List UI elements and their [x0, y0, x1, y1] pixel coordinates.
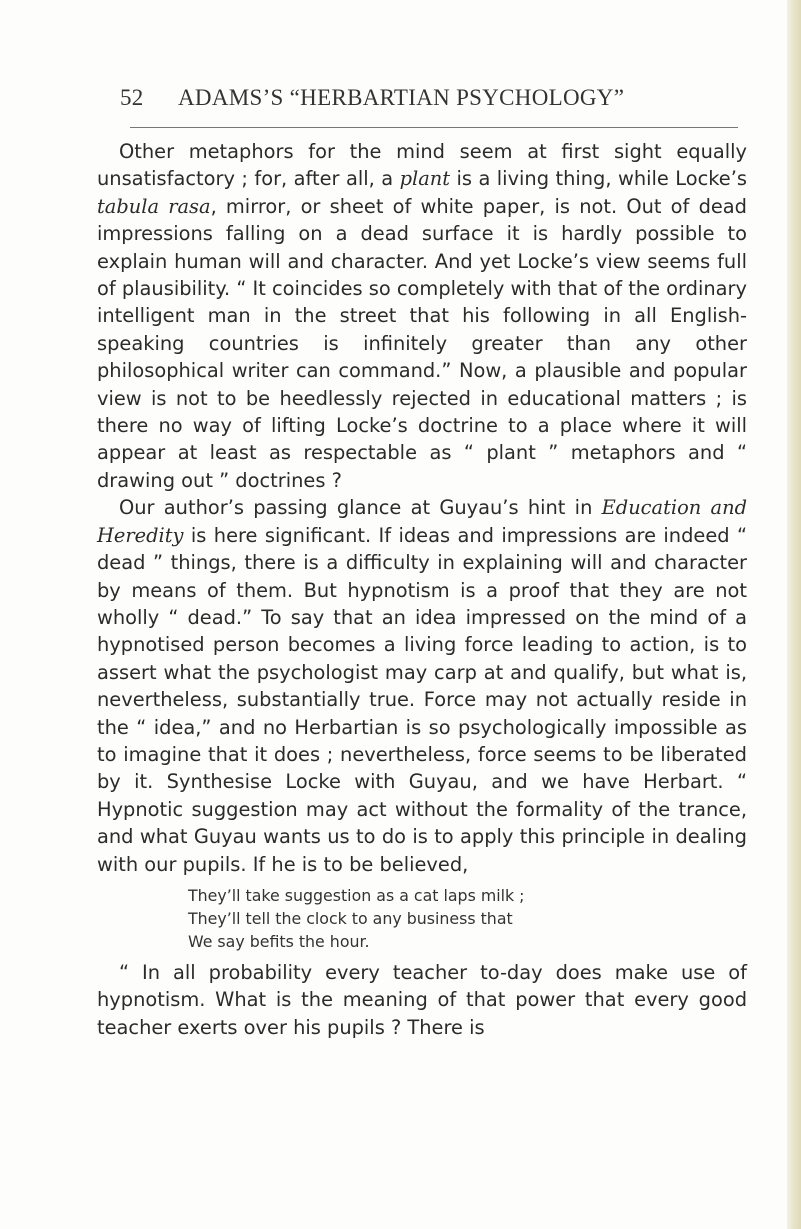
italic-plant: plant [399, 167, 451, 191]
paragraph-2 [97, 494, 747, 878]
paragraph-1-text-b: is a living thing, while Locke’s [450, 167, 747, 191]
running-title: ADAMS’S “HERBARTIAN PSYCHOLOGY” [178, 85, 625, 110]
verse-line: We say befits the hour. [188, 931, 370, 951]
page-edge [787, 0, 801, 1229]
paragraph-1 [97, 138, 747, 494]
italic-book-title: Education and Heredity [97, 496, 747, 547]
verse-quote [188, 884, 747, 953]
paragraph-1-text-c: , mirror, or sheet of white paper, is not. Out of dead impressions falling on a dead surface it is hardly possible to explain human will and character. And yet Locke’s view seems full of plausibility. “ It coincides so completely with that of the ordinary intelligent man in the street that his following in all English-speaking countries is infinitely greater than any other philosophical writer can command.” Now, a plausible and popular view is not to be heedlessly rejected in educational matters ; is there no way of lifting Locke’s doctrine to a place where it will appear at least as respectable as “ plant ” metaphors and “ drawing out ” doctrines ? [97, 194, 747, 492]
body-text [97, 138, 747, 1041]
paragraph-3 [97, 959, 747, 1041]
paragraph-2-text-b: is here significant. If ideas and impressions are indeed “ dead ” things, there is a difficulty in explaining will and character by means of them. But hypnotism is a proof that they are not wholly “ dead.” To say that an idea impressed on the mind of a hypnotised person becomes a living force leading to action, is to assert what the psychologist may carp at and qualify, but what is, nevertheless, substantially true. Force may not actually reside in the “ idea,” and no Herbartian is so psychologically impossible as to imagine that it does ; nevertheless, force seems to be liberated by it. Synthesise Locke with Guyau, and we have Herbart. “ Hypnotic suggestion may act without the formality of the trance, and what Guyau wants us to do is to apply this principle in dealing with our pupils. If he is to be believed, [97, 523, 747, 876]
paragraph-3-text: “ In all probability every teacher to-day does make use of hypnotism. What is the meaning of that power that every good teacher exerts over his pupils ? There is [97, 960, 747, 1039]
header-rule [130, 127, 738, 128]
italic-tabula-rasa: tabula rasa [97, 194, 211, 218]
running-head [120, 85, 740, 119]
paragraph-2-text-a: Our author’s passing glance at Guyau’s hint in [119, 496, 602, 520]
verse-line: They’ll tell the clock to any business that [188, 908, 513, 928]
verse-line: They’ll take suggestion as a cat laps milk ; [188, 885, 525, 905]
page-number: 52 [120, 85, 144, 110]
paragraph-1-text-a: Other metaphors for the mind seem at first sight equally unsatisfactory ; for, after all, a [97, 140, 747, 191]
